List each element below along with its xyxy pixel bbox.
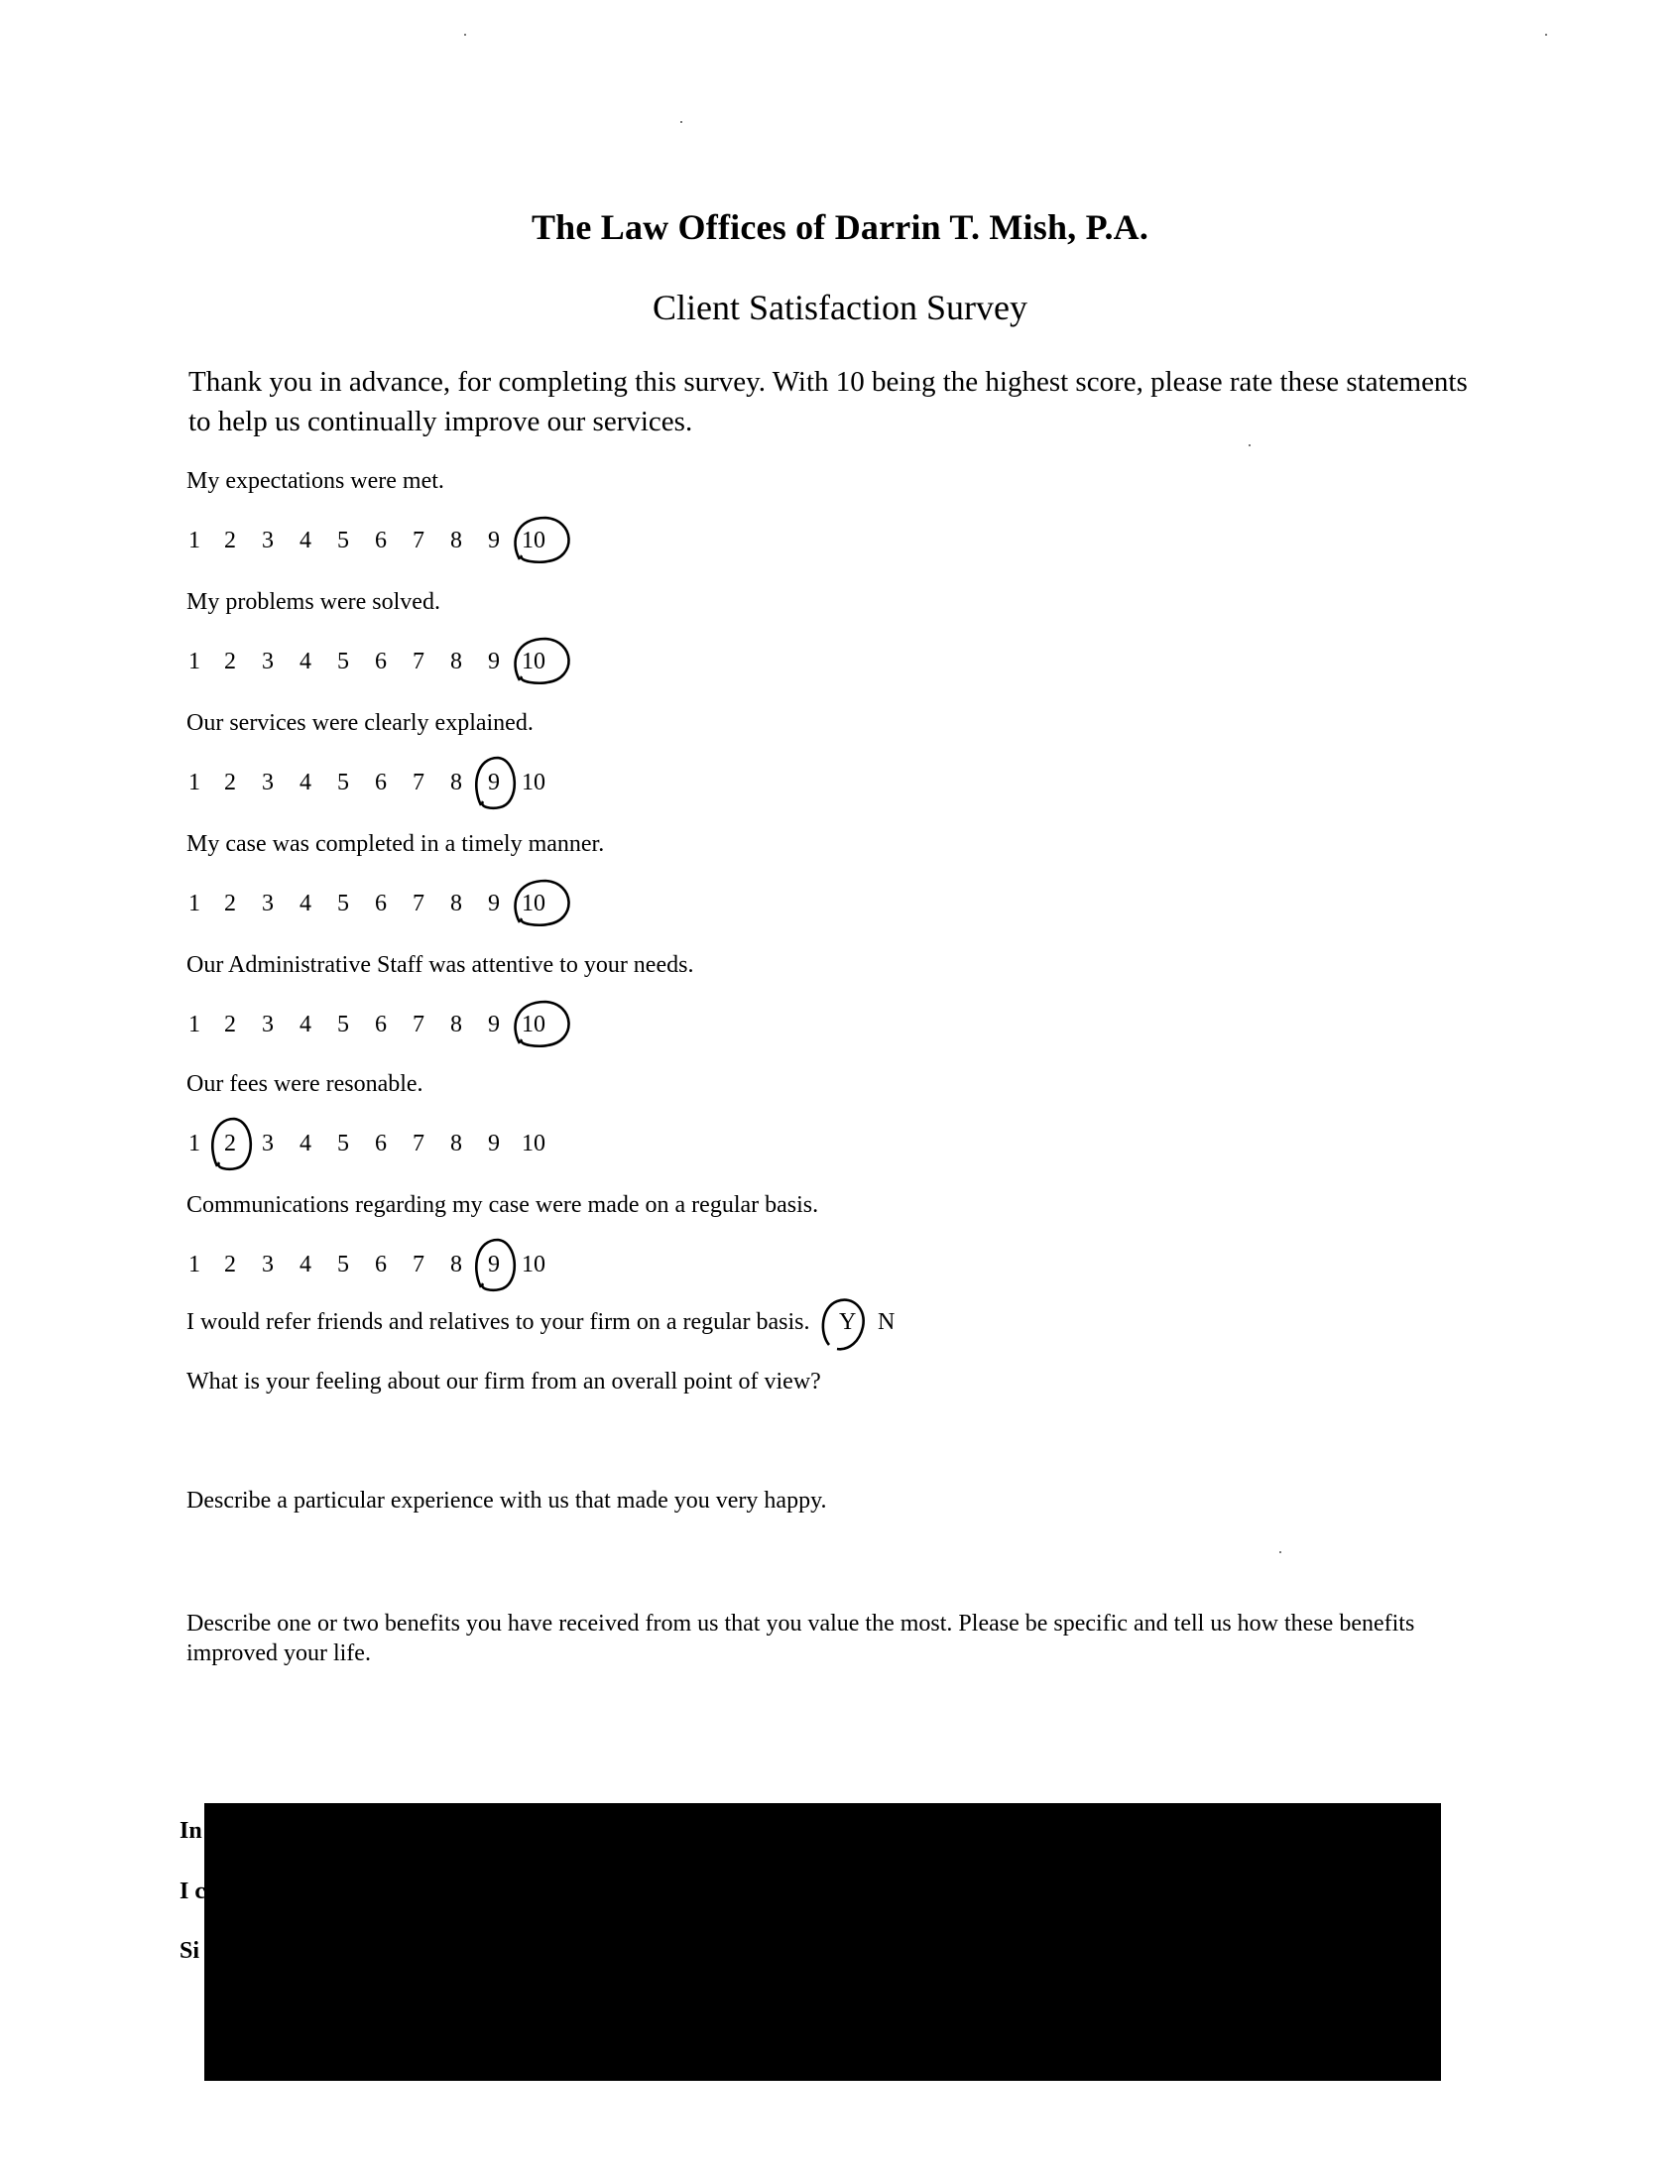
rating-option-7[interactable]: 7 (413, 891, 424, 916)
rating-scale-expectations-met (188, 528, 605, 561)
scan-speck (1545, 34, 1547, 36)
rating-scale-problems-solved (188, 649, 605, 682)
scan-speck (1279, 1551, 1281, 1553)
question-expectations-met: My expectations were met. (186, 468, 444, 494)
rating-option-1[interactable]: 1 (188, 891, 200, 916)
intro-text: Thank you in advance, for completing this survey. With 10 being the highest score, please rate these statements to help us continually improve our services. (188, 366, 1468, 437)
rating-option-3[interactable]: 3 (262, 649, 274, 674)
rating-option-9[interactable]: 9 (488, 1131, 500, 1156)
rating-option-2[interactable]: 2 (224, 1131, 236, 1156)
rating-option-9[interactable]: 9 (488, 528, 500, 553)
open-question-happy-experience: Describe a particular experience with us that made you very happy. (186, 1488, 827, 1514)
rating-option-6[interactable]: 6 (375, 528, 387, 553)
rating-option-4[interactable]: 4 (300, 1252, 311, 1277)
rating-option-5[interactable]: 5 (337, 649, 349, 674)
rating-option-5[interactable]: 5 (337, 1012, 349, 1037)
rating-option-1[interactable]: 1 (188, 770, 200, 795)
rating-option-4[interactable]: 4 (300, 528, 311, 553)
rating-option-2[interactable]: 2 (224, 891, 236, 916)
question-communications-regular: Communications regarding my case were made on a regular basis. (186, 1192, 819, 1218)
rating-option-5[interactable]: 5 (337, 528, 349, 553)
rating-option-5[interactable]: 5 (337, 891, 349, 916)
rating-option-10[interactable]: 10 (522, 891, 545, 916)
rating-option-7[interactable]: 7 (413, 1131, 424, 1156)
rating-option-1[interactable]: 1 (188, 528, 200, 553)
rating-option-6[interactable]: 6 (375, 770, 387, 795)
rating-option-4[interactable]: 4 (300, 891, 311, 916)
rating-option-2[interactable]: 2 (224, 649, 236, 674)
rating-option-9[interactable]: 9 (488, 1012, 500, 1037)
rating-scale-services-explained (188, 770, 605, 803)
rating-scale-fees-reasonable (188, 1131, 605, 1164)
rating-option-2[interactable]: 2 (224, 1252, 236, 1277)
question-fees-reasonable: Our fees were resonable. (186, 1071, 423, 1097)
firm-name: The Law Offices of Darrin T. Mish, P.A. (531, 207, 1149, 247)
referral-no-option[interactable]: N (878, 1309, 896, 1335)
question-problems-solved: My problems were solved. (186, 589, 440, 615)
scan-speck (464, 34, 466, 36)
rating-option-8[interactable]: 8 (450, 528, 462, 553)
rating-option-1[interactable]: 1 (188, 649, 200, 674)
rating-option-4[interactable]: 4 (300, 1012, 311, 1037)
rating-option-7[interactable]: 7 (413, 770, 424, 795)
rating-option-4[interactable]: 4 (300, 649, 311, 674)
rating-option-7[interactable]: 7 (413, 528, 424, 553)
rating-option-2[interactable]: 2 (224, 528, 236, 553)
rating-option-9[interactable]: 9 (488, 1252, 500, 1277)
rating-option-8[interactable]: 8 (450, 649, 462, 674)
redacted-line-fragment: Si (180, 1938, 200, 1964)
question-staff-attentive: Our Administrative Staff was attentive to your needs. (186, 952, 694, 978)
rating-scale-communications-regular (188, 1252, 605, 1285)
question-services-explained: Our services were clearly explained. (186, 710, 534, 736)
rating-option-6[interactable]: 6 (375, 1131, 387, 1156)
rating-option-3[interactable]: 3 (262, 1252, 274, 1277)
rating-scale-staff-attentive (188, 1012, 605, 1045)
rating-option-10[interactable]: 10 (522, 649, 545, 674)
rating-option-4[interactable]: 4 (300, 1131, 311, 1156)
scan-speck (1249, 444, 1251, 446)
rating-option-1[interactable]: 1 (188, 1131, 200, 1156)
rating-option-6[interactable]: 6 (375, 1252, 387, 1277)
survey-title: Client Satisfaction Survey (653, 288, 1027, 327)
rating-option-9[interactable]: 9 (488, 770, 500, 795)
rating-option-3[interactable]: 3 (262, 891, 274, 916)
rating-option-3[interactable]: 3 (262, 528, 274, 553)
rating-option-7[interactable]: 7 (413, 1252, 424, 1277)
rating-option-10[interactable]: 10 (522, 1012, 545, 1037)
rating-option-8[interactable]: 8 (450, 1131, 462, 1156)
rating-option-2[interactable]: 2 (224, 1012, 236, 1037)
rating-option-7[interactable]: 7 (413, 1012, 424, 1037)
scan-speck (680, 121, 682, 123)
rating-option-8[interactable]: 8 (450, 770, 462, 795)
redacted-line-fragment: In (180, 1818, 202, 1844)
question-case-timely: My case was completed in a timely manner. (186, 831, 605, 857)
rating-option-9[interactable]: 9 (488, 649, 500, 674)
rating-option-5[interactable]: 5 (337, 1131, 349, 1156)
rating-option-3[interactable]: 3 (262, 770, 274, 795)
rating-option-1[interactable]: 1 (188, 1252, 200, 1277)
rating-option-7[interactable]: 7 (413, 649, 424, 674)
rating-option-8[interactable]: 8 (450, 1252, 462, 1277)
open-question-overall-view: What is your feeling about our firm from an overall point of view? (186, 1369, 821, 1395)
rating-option-6[interactable]: 6 (375, 649, 387, 674)
rating-scale-case-timely (188, 891, 605, 924)
rating-option-6[interactable]: 6 (375, 1012, 387, 1037)
rating-option-10[interactable]: 10 (522, 528, 545, 553)
rating-option-5[interactable]: 5 (337, 1252, 349, 1277)
redacted-line-fragment: I c (180, 1879, 205, 1904)
rating-option-8[interactable]: 8 (450, 891, 462, 916)
redaction-block (204, 1803, 1441, 2081)
open-question-benefits: Describe one or two benefits you have received from us that you value the most. Please be specific and tell us how these benefits improved your life. (186, 1611, 1415, 1666)
rating-option-6[interactable]: 6 (375, 891, 387, 916)
rating-option-3[interactable]: 3 (262, 1012, 274, 1037)
rating-option-5[interactable]: 5 (337, 770, 349, 795)
rating-option-8[interactable]: 8 (450, 1012, 462, 1037)
rating-option-2[interactable]: 2 (224, 770, 236, 795)
rating-option-3[interactable]: 3 (262, 1131, 274, 1156)
rating-option-10[interactable]: 10 (522, 1252, 545, 1277)
referral-yes-option[interactable]: Y (839, 1309, 857, 1335)
rating-option-10[interactable]: 10 (522, 770, 545, 795)
referral-question: I would refer friends and relatives to your firm on a regular basis. (186, 1309, 810, 1335)
rating-option-1[interactable]: 1 (188, 1012, 200, 1037)
rating-option-9[interactable]: 9 (488, 891, 500, 916)
rating-option-4[interactable]: 4 (300, 770, 311, 795)
rating-option-10[interactable]: 10 (522, 1131, 545, 1156)
